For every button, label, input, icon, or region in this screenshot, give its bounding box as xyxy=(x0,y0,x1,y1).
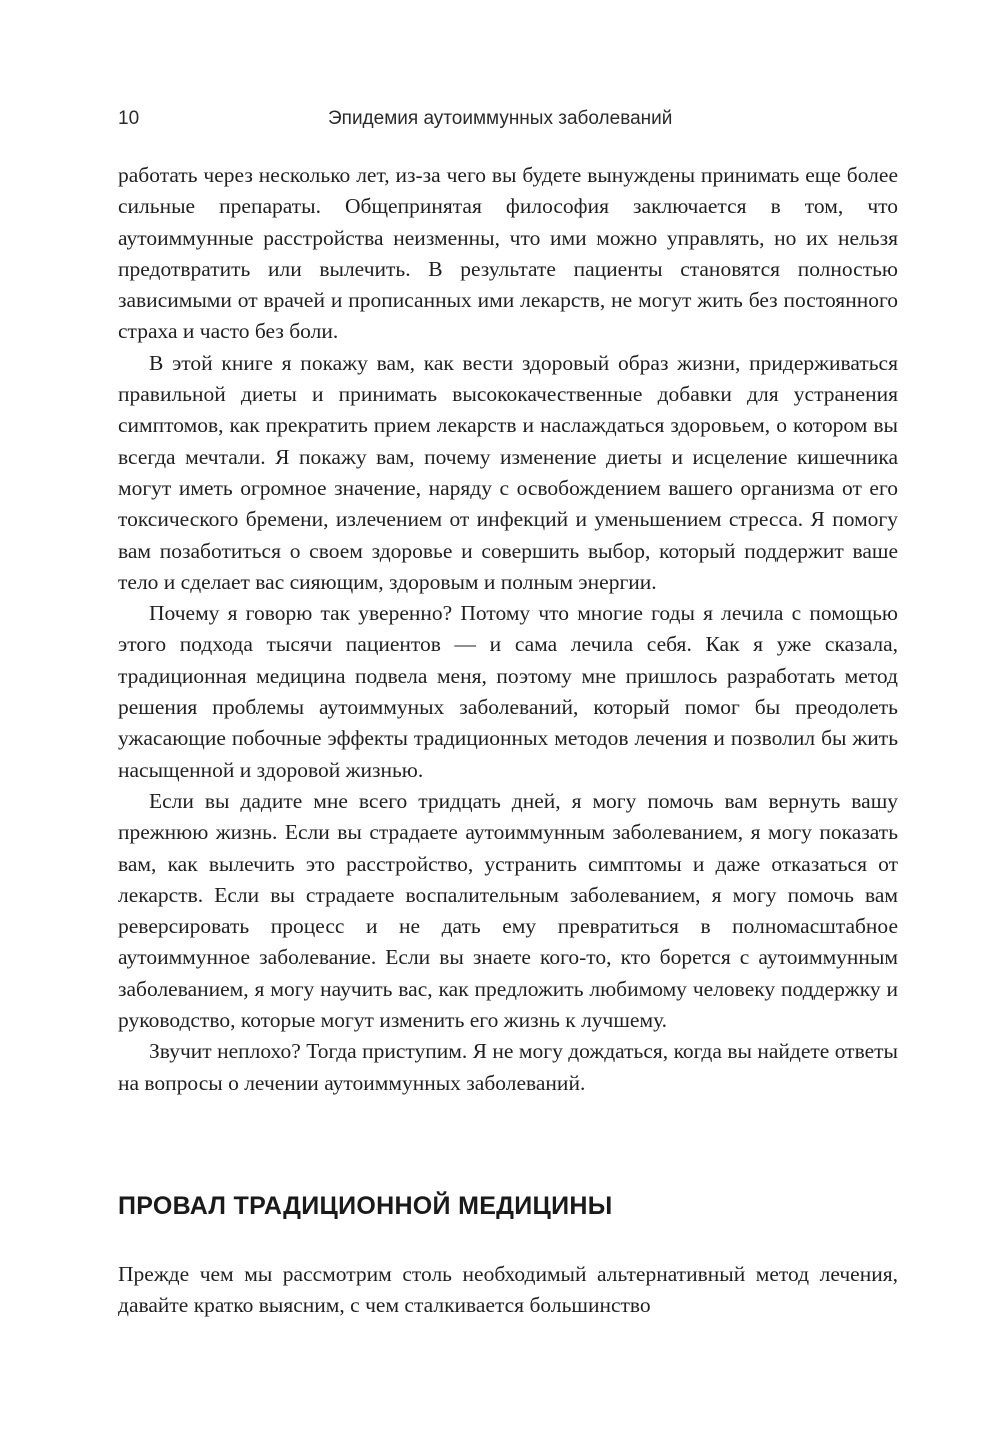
running-title: Эпидемия аутоиммунных заболеваний xyxy=(328,108,673,129)
section-paragraph: Прежде чем мы рассмотрим столь необходимый альтернативный метод лечения, давайте кратко выясним, с чем сталкивается большинство xyxy=(118,1262,898,1318)
paragraph: Почему я говорю так уверенно? Потому что многие годы я лечила с помощью этого подхода тысячи пациентов — и сама лечила себя. Как я уже сказала, традиционная медицина подвела меня, поэтому мне пришлось разработать метод решения проблемы аутоиммуных заболеваний, который помог бы преодолеть ужасающие побочные эффекты традиционных методов лечения и позволил бы жить насыщенной и здоровой жизнью. xyxy=(118,601,898,782)
section-heading: ПРОВАЛ ТРАДИЦИОННОЙ МЕДИЦИНЫ xyxy=(118,1192,613,1220)
paragraph: Звучит неплохо? Тогда приступим. Я не могу дождаться, когда вы найдете ответы на вопросы о лечении аутоиммунных заболеваний. xyxy=(118,1039,898,1095)
body-text xyxy=(118,160,898,1099)
page-number: 10 xyxy=(118,108,140,129)
paragraph: В этой книге я покажу вам, как вести здоровый образ жизни, придерживаться правильной диеты и принимать высококачественные добавки для устранения симптомов, как прекратить прием лекарств и наслаждаться здоровьем, о котором вы всегда мечтали. Я покажу вам, почему изменение диеты и исцеление кишечника могут иметь огромное значение, наряду с освобождением вашего организма от его токсического бремени, излечением от инфекций и уменьшением стресса. Я помогу вам позаботиться о своем здоровье и совершить выбор, который поддержит ваше тело и сделает вас сияющим, здоровым и полным энергии. xyxy=(118,350,898,594)
paragraph-continued: работать через несколько лет, из-за чего вы будете вынуждены принимать еще более сильные препараты. Общепринятая философия заключается в том, что аутоиммунные расстройства неизменны, что ими можно управлять, но их нельзя предотвратить или вылечить. В результате пациенты становятся полностью зависимыми от врачей и прописанных ими лекарств, не могут жить без постоянного страха и часто без боли. xyxy=(118,163,898,344)
running-header xyxy=(118,108,898,138)
paragraph: Если вы дадите мне всего тридцать дней, я могу помочь вам вернуть вашу прежнюю жизнь. Если вы страдаете аутоиммунным заболеванием, я могу показать вам, как вылечить это расстройство, устранить симптомы и даже отказаться от лекарств. Если вы страдаете воспалительным заболеванием, я могу помочь вам реверсировать процесс и не дать ему превратиться в полномасштабное аутоиммунное заболевание. Если вы знаете кого-то, кто борется с аутоиммунным заболеванием, я могу научить вас, как предложить любимому человеку поддержку и руководство, которые могут изменить его жизнь к лучшему. xyxy=(118,788,898,1033)
